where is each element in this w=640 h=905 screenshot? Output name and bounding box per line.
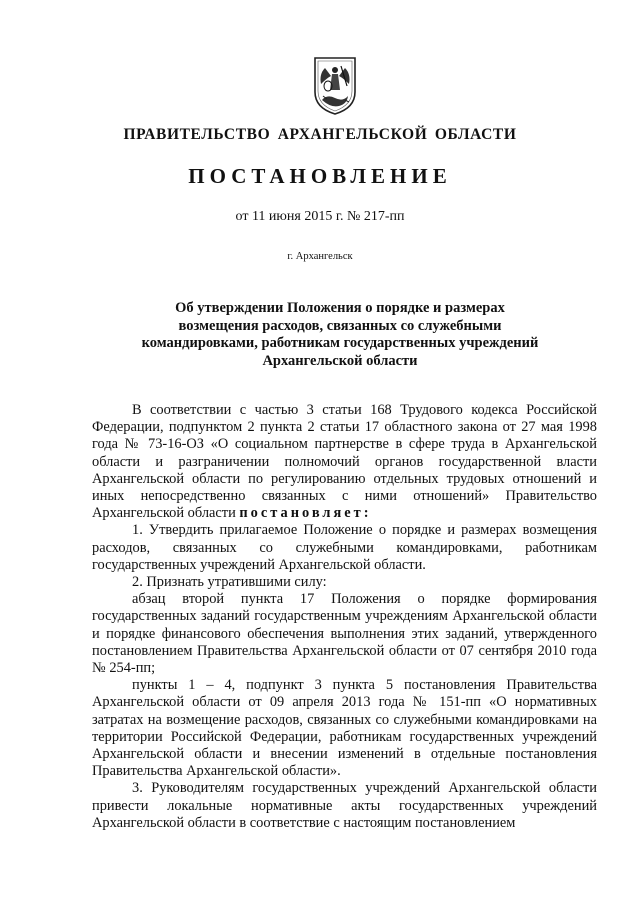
organization-name: ПРАВИТЕЛЬСТВО АРХАНГЕЛЬСКОЙ ОБЛАСТИ — [123, 126, 517, 143]
preamble-paragraph — [92, 402, 597, 522]
document-type: ПОСТАНОВЛЕНИЕ — [188, 164, 452, 188]
document-body — [92, 402, 597, 832]
item-1-paragraph: 1. Утвердить прилагаемое Положение о порядке и размерах возмещения расходов, связанных со служебными командировками, работникам государственных учреждений Архангельской области. — [92, 522, 597, 573]
item-3-paragraph: 3. Руководителям государственных учреждений Архангельской области привести локальные нормативные акты государственных учреждений Архангельской области в соответствие с настоящим постановлением — [92, 780, 597, 831]
item-2-paragraph: 2. Признать утратившими силу: — [132, 574, 327, 591]
resolves-word: постановляет: — [239, 505, 372, 522]
title-line: Архангельской области — [262, 352, 418, 369]
title-line: возмещения расходов, связанных со служебными — [178, 317, 502, 334]
document-city: г. Архангельск — [287, 251, 353, 262]
coat-of-arms-emblem — [311, 56, 359, 116]
preamble-text: В соответствии с частью 3 статьи 168 Трудового кодекса Российской Федерации, подпунктом 2 пункта 2 статьи 17 областного закона от 27 мая 1998 года № 73-16-ОЗ «О социальном партнерстве в сфере труда в Архангельской области и разграничении полномочий органов государственной власти Архангельской области по регулированию отдельных трудовых отношений и иных непосредственно связанных с ними отношений» Правительство Архангельской области — [92, 402, 597, 522]
title-line: командировками, работникам государственных учреждений — [141, 335, 539, 351]
title-line: Об утверждении Положения о порядке и размерах — [175, 300, 505, 316]
document-title — [110, 300, 570, 370]
item-2a-paragraph: абзац второй пункта 17 Положения о порядке формирования государственных заданий государственным учреждениям Архангельской области и порядке финансового обеспечения выполнения этих заданий, утвержденного постановлением Правительства Архангельской области от 07 сентября 2010 года № 254-пп; — [92, 591, 597, 677]
item-2b-paragraph: пункты 1 – 4, подпункт 3 пункта 5 постановления Правительства Архангельской области от 09 апреля 2013 года № 151-пп «О нормативных затратах на возмещение расходов, связанных со служебными командировками на территории Российской Федерации, работникам государственных учреждений Архангельской области и внесении изменений в отдельные постановления Правительства Архангельской области». — [92, 677, 597, 780]
document-date-number: от 11 июня 2015 г. № 217-пп — [235, 209, 405, 224]
